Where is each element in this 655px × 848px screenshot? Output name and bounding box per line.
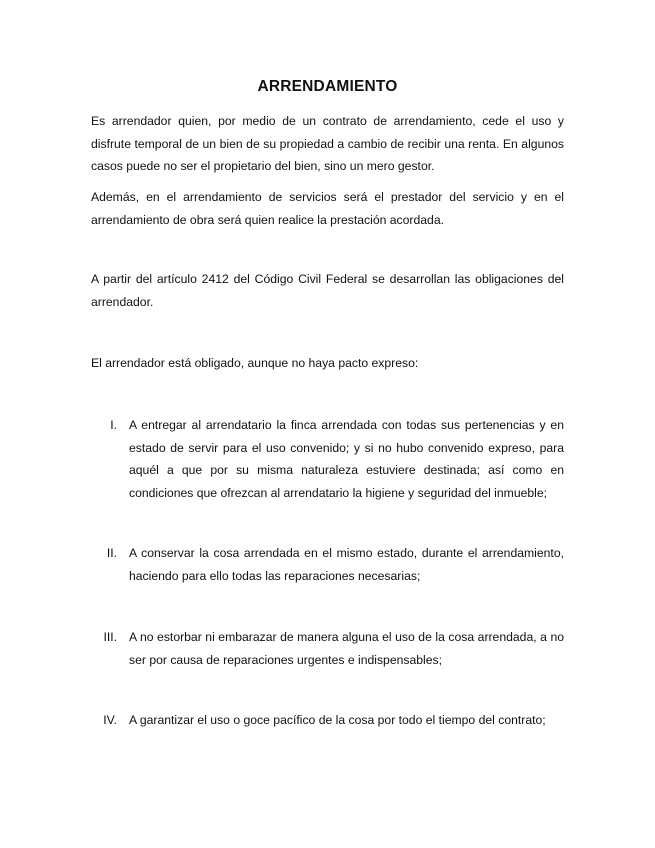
obligation-numeral: III. <box>103 630 117 644</box>
obligation-numeral: IV. <box>103 713 117 727</box>
obligation-numeral: I. <box>110 418 117 432</box>
obligation-text: A no estorbar ni embarazar de manera alguna el uso de la cosa arrendada, a no ser por causa de reparaciones urgentes e indispensables; <box>129 630 564 667</box>
document-title: ARRENDAMIENTO <box>257 78 398 95</box>
obligation-text: A garantizar el uso o goce pacífico de la cosa por todo el tiempo del contrato; <box>129 713 546 727</box>
paragraph-definition: Es arrendador quien, por medio de un contrato de arrendamiento, cede el uso y disfrute temporal de un bien de su propiedad a cambio de recibir una renta. En algunos casos puede no ser el propietario del bien, sino un mero gestor. <box>91 114 564 173</box>
paragraph-services: Además, en el arrendamiento de servicios será el prestador del servicio y en el arrendamiento de obra será quien realice la prestación acordada. <box>91 190 564 227</box>
paragraph-obligations-intro: El arrendador está obligado, aunque no haya pacto expreso: <box>91 356 419 370</box>
obligation-numeral: II. <box>106 546 117 560</box>
obligation-text: A entregar al arrendatario la finca arrendada con todas sus pertenencias y en estado de servir para el uso convenido; y si no hubo convenido expreso, para aquél a que por su misma naturaleza estuviere destinada; así como en condiciones que ofrezcan al arrendatario la higiene y seguridad del inmueble; <box>129 418 564 500</box>
paragraph-legal-reference: A partir del artículo 2412 del Código Civil Federal se desarrollan las obligaciones del arrendador. <box>91 272 564 309</box>
obligation-text: A conservar la cosa arrendada en el mismo estado, durante el arrendamiento, haciendo para ello todas las reparaciones necesarias; <box>129 546 564 583</box>
